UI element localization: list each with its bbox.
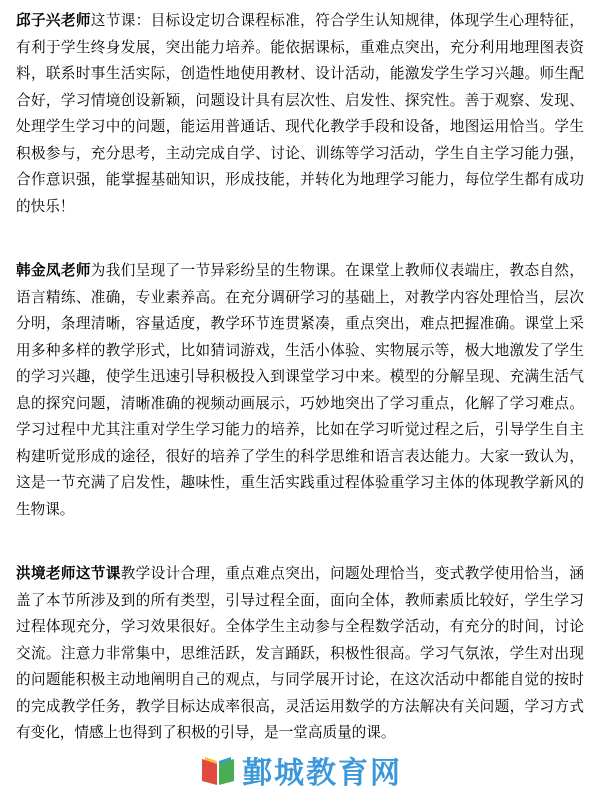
site-watermark xyxy=(200,748,402,792)
watermark-text: 鄞城教育网 xyxy=(242,756,402,791)
paragraph-han xyxy=(16,258,584,523)
teacher-name: 邱子兴老师 xyxy=(16,12,91,29)
paragraph-hong xyxy=(16,561,584,747)
teacher-name: 洪境老师这节课 xyxy=(16,565,121,582)
paragraph-text: 这节课：目标设定切合课程标准，符合学生认知规律，体现学生心理特征，有利于学生终身发展，突出能力培养。能依据课标，重难点突出，充分利用地理图表资料，联系时事生活实际，创造性地使用教材、设计活动，能激发学生学习兴趣。师生配合好，学习情境创设新颖，问题设计具有层次性、启发性、探究性。善于观察、发现、处理学生学习中的问题，能运用普通话、现代化教学手段和设备，地图运用恰当。学生积极参与，充分思考，主动完成自学、讨论、训练等学习活动，学生自主学习能力强，合作意识强，能掌握基础知识，形成技能，并转化为地理学习能力，每位学生都有成功的快乐！ xyxy=(16,12,584,215)
paragraph-qiu xyxy=(16,8,584,220)
teacher-name: 韩金凤老师 xyxy=(16,262,91,279)
paragraph-text: 教学设计合理，重点难点突出，问题处理恰当，变式教学使用恰当，涵盖了本节所涉及到的所有类型，引导过程全面，面向全体，教师素质比较好，学生学习过程体现充分，学习效果很好。全体学生主动参与全程数学活动，有充分的时间，讨论交流。注意力非常集中，思维活跃，发言踊跃，积极性很高。学习气氛浓，学生对出现的问题能积极主动地阐明自己的观点，与同学展开讨论，在这次活动中都能自觉的按时的完成教学任务，教学目标达成率很高，灵活运用数学的方法解决有关问题，学习方式有变化，情感上也得到了积极的引导，是一堂高质量的课。 xyxy=(16,565,584,741)
book-logo-icon xyxy=(200,753,236,787)
paragraph-text: 为我们呈现了一节异彩纷呈的生物课。在课堂上教师仪表端庄，教态自然，语言精练、准确，专业素养高。在充分调研学习的基础上，对教学内容处理恰当，层次分明，条理清晰，容量适度，教学环节连贯紧凑，重点突出，难点把握准确。课堂上采用多种多样的教学形式，比如猜词游戏，生活小体验、实物展示等，极大地激发了学生的学习兴趣，使学生迅速引导积极投入到课堂学习中来。模型的分解呈现、充满生活气息的探究问题，清晰准确的视频动画展示，巧妙地突出了学习重点，化解了学习难点。学习过程中尤其注重对学生学习能力的培养，比如在学习听觉过程之后，引导学生自主构建听觉形成的途径，很好的培养了学生的科学思维和语言表达能力。大家一致认为，这是一节充满了启发性，趣味性，重生活实践重过程体验重学习主体的体现教学新风的生物课。 xyxy=(16,262,584,518)
